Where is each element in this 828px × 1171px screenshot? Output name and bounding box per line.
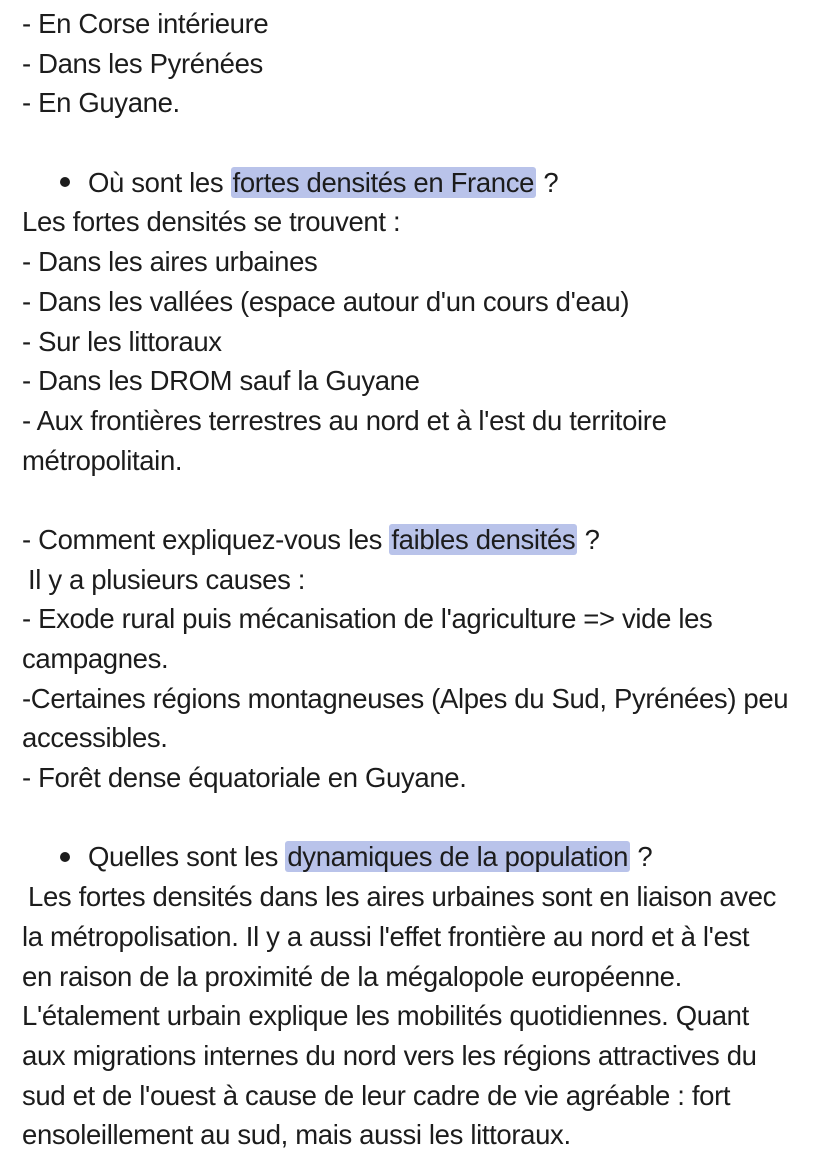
question-text: - Comment expliquez-vous les: [22, 523, 390, 555]
text-line: campagnes.: [22, 643, 169, 674]
highlighted-term: faibles densités: [391, 523, 576, 555]
text-line: la métropolisation. Il y a aussi l'effet frontière au nord et à l'est: [22, 920, 750, 952]
section-lead: Il y a plusieurs causes :: [28, 563, 306, 595]
bullet-icon: [60, 177, 70, 187]
question-mark: ?: [630, 841, 653, 873]
text-line: en raison de la proximité de la mégalopole européenne.: [22, 960, 682, 992]
text-line: -Certaines régions montagneuses (Alpes du Sud, Pyrénées) peu: [22, 682, 789, 714]
text-line: - Forêt dense équatoriale en Guyane.: [22, 762, 467, 794]
bullet-icon: [60, 852, 70, 862]
text-line: sud et de l'ouest à cause de leur cadre de vie agréable : fort: [22, 1079, 731, 1111]
question-mark: ?: [536, 166, 559, 198]
section-question-high-density: [22, 163, 810, 203]
spacer: [22, 480, 810, 520]
list-item: - Dans les vallées (espace autour d'un cours d'eau): [22, 285, 630, 317]
list-item: - Dans les aires urbaines: [22, 246, 318, 278]
text-line: Les fortes densités dans les aires urbaines sont en liaison avec: [28, 881, 777, 913]
text-line: accessibles.: [22, 722, 168, 754]
list-item: - En Corse intérieure: [22, 8, 269, 39]
section-question-low-density: [22, 520, 810, 560]
highlighted-term: fortes densités en France: [232, 166, 535, 198]
list-item: - Sur les littoraux: [22, 325, 222, 357]
list-item: - Dans les Pyrénées: [22, 47, 263, 79]
section-lead: Les fortes densités se trouvent :: [22, 206, 401, 238]
text-line: L'étalement urbain explique les mobilités quotidiennes. Quant: [22, 1000, 749, 1032]
text-line: - Exode rural puis mécanisation de l'agriculture => vide les: [22, 603, 713, 635]
list-item-continuation: métropolitain.: [22, 444, 183, 476]
section-question-population-dynamics: [22, 837, 810, 877]
spacer: [22, 123, 810, 163]
question-text: Où sont les: [88, 166, 231, 198]
list-item: - En Guyane.: [22, 87, 180, 119]
list-item: - Aux frontières terrestres au nord et à l'est du territoire: [22, 404, 667, 436]
highlighted-term: dynamiques de la population: [287, 841, 629, 873]
question-text: Quelles sont les: [88, 841, 286, 873]
text-line: ensoleillement au sud, mais aussi les littoraux.: [22, 1119, 571, 1151]
question-mark: ?: [577, 523, 600, 555]
text-line: aux migrations internes du nord vers les régions attractives du: [22, 1039, 757, 1071]
spacer: [22, 798, 810, 838]
list-item: - Dans les DROM sauf la Guyane: [22, 365, 420, 397]
